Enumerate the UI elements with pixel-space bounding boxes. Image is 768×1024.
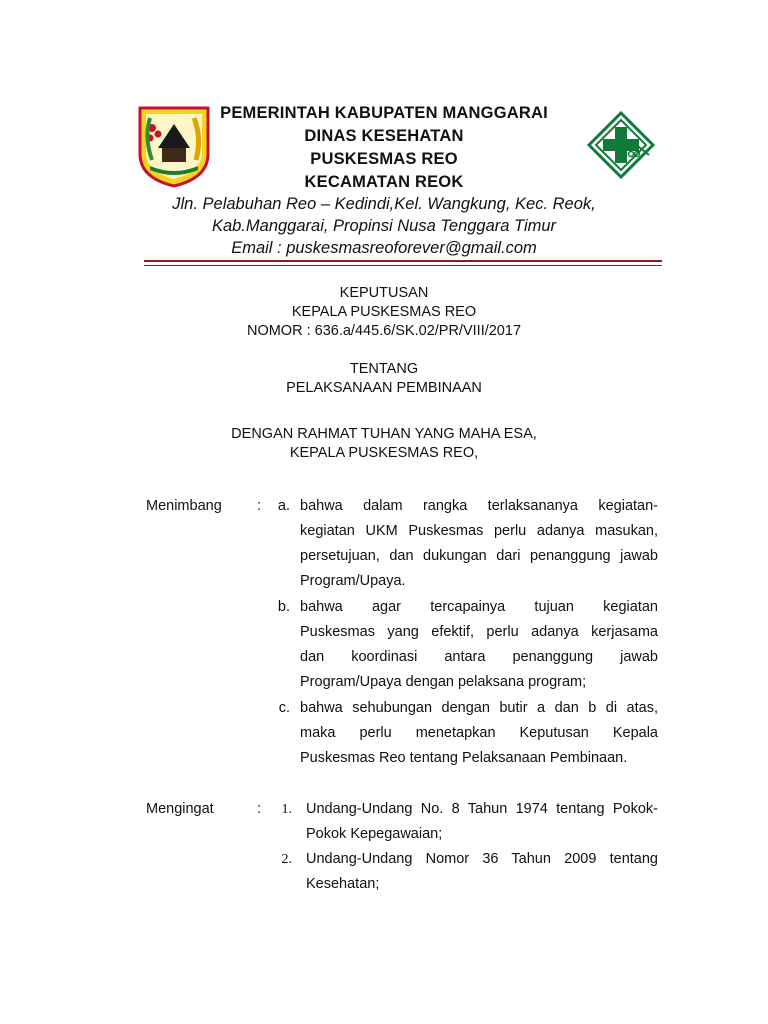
decree-about: PELAKSANAAN PEMBINAAN: [286, 380, 482, 396]
menimbang-item-line: bahwa agar tercapainya tujuan kegiatan: [300, 599, 658, 615]
menimbang-colon: :: [257, 498, 262, 514]
menimbang-item-line: Puskesmas yang efektif, perlu adanya kerjasama: [300, 624, 658, 640]
mengingat-item-line: Pokok Kepegawaian;: [306, 826, 443, 842]
menimbang-item-line: bahwa dalam rangka terlaksananya kegiatan-: [300, 498, 658, 514]
menimbang-item-marker: b.: [277, 599, 290, 615]
header-org-line-2: DINAS KESEHATAN: [304, 127, 464, 145]
header-address-line-1: Jln. Pelabuhan Reo – Kedindi,Kel. Wangkung, Kec. Reok,: [172, 195, 596, 213]
decree-issuer: KEPALA PUSKESMAS REO: [291, 304, 477, 320]
menimbang-item-marker: a.: [277, 498, 290, 514]
decree-invocation: DENGAN RAHMAT TUHAN YANG MAHA ESA,: [231, 426, 537, 442]
menimbang-item-line: Program/Upaya dengan pelaksana program;: [300, 674, 587, 690]
letterhead-rule-thin: [144, 265, 662, 266]
header-email: Email : puskesmasreoforever@gmail.com: [231, 239, 537, 257]
menimbang-item-marker: c.: [278, 700, 290, 716]
decree-about-label: TENTANG: [349, 361, 419, 377]
header-org-line-3: PUSKESMAS REO: [310, 150, 458, 168]
menimbang-item-line: kegiatan UKM Puskesmas perlu adanya masukan,: [300, 523, 658, 539]
header-address-line-2: Kab.Manggarai, Propinsi Nusa Tenggara Timur: [211, 217, 557, 235]
menimbang-item-line: bahwa sehubungan dengan butir a dan b di atas,: [300, 700, 658, 716]
header-org-line-1: PEMERINTAH KABUPATEN MANGGARAI: [220, 104, 548, 122]
mengingat-item-marker: 2.: [281, 852, 292, 867]
mengingat-item-line: Undang-Undang No. 8 Tahun 1974 tentang Pokok-: [306, 801, 658, 817]
header-org-line-4: KECAMATAN REOK: [304, 173, 464, 191]
decree-type: KEPUTUSAN: [339, 285, 429, 301]
letterhead-rule-thick: [144, 260, 662, 262]
menimbang-item-line: persetujuan, dan dukungan dari penanggung jawab: [300, 548, 658, 564]
mengingat-item-line: Undang-Undang Nomor 36 Tahun 2009 tentang: [306, 851, 658, 867]
decree-issuer-2: KEPALA PUSKESMAS REO,: [289, 445, 479, 461]
menimbang-item-line: Puskesmas Reo tentang Pelaksanaan Pembinaan.: [300, 750, 628, 766]
mengingat-item-line: Kesehatan;: [306, 876, 380, 892]
menimbang-label: Menimbang: [146, 498, 222, 514]
menimbang-item-line: dan koordinasi antara penanggung jawab: [300, 649, 658, 665]
decree-number: NOMOR : 636.a/445.6/SK.02/PR/VIII/2017: [246, 323, 522, 339]
mengingat-item-marker: 1.: [281, 802, 292, 817]
menimbang-item-line: Program/Upaya.: [300, 573, 406, 589]
menimbang-item-line: maka perlu menetapkan Keputusan Kepala: [300, 725, 658, 741]
mengingat-label: Mengingat: [146, 801, 214, 817]
mengingat-colon: :: [257, 801, 262, 817]
